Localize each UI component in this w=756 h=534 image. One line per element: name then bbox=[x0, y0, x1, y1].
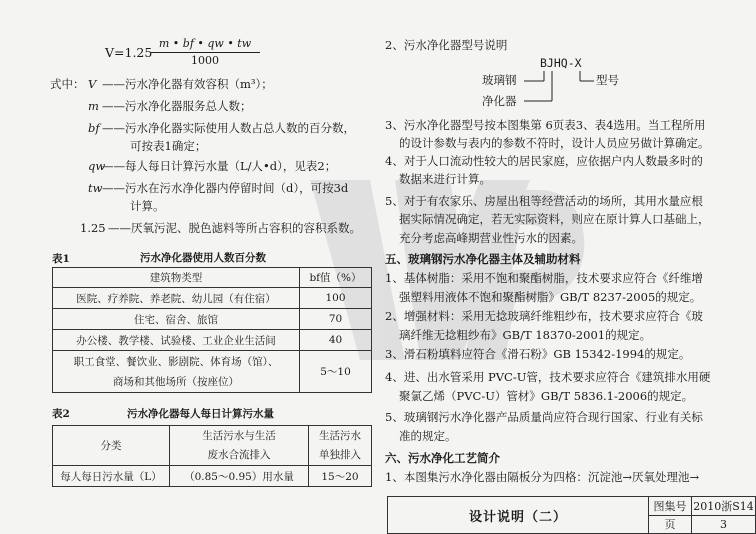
def-text: ——污水净化器服务总人数； bbox=[102, 99, 252, 113]
table2 bbox=[52, 425, 372, 487]
title-block bbox=[387, 496, 756, 534]
defs-intro: 式中： bbox=[50, 77, 85, 91]
paragraph-line: 4、对于人口流动性较大的居民家庭，应依据户内人数最多时的 bbox=[385, 154, 703, 168]
table-cell: 5～10 bbox=[300, 351, 372, 393]
def-text: 计算。 bbox=[130, 199, 165, 213]
atlas-number-value: 2010浙S14 bbox=[692, 497, 756, 516]
table1 bbox=[52, 267, 372, 393]
def-text: ——每人每日计算污水量（L/人•d），见表2； bbox=[102, 159, 337, 173]
def-text: ——厌氧污泥、脱色滤料等所占容积的容积系数。 bbox=[108, 221, 361, 235]
paragraph-line: 3、滑石粉填料应符合《滑石粉》GB 15342-1994的规定。 bbox=[385, 347, 691, 361]
table2-label: 表2 bbox=[52, 408, 70, 420]
paragraph-line: 据实际情况确定，若无实际资料，则应在原计算人口基础上， bbox=[399, 212, 710, 226]
table1-caption: 污水净化器使用人数百分数 bbox=[140, 252, 266, 264]
table1-label: 表1 bbox=[52, 253, 70, 265]
table-cell: 100 bbox=[300, 288, 372, 309]
def-symbol: m bbox=[88, 99, 99, 113]
def-symbol: tw bbox=[88, 181, 103, 195]
table-header-cell: bf值（%） bbox=[300, 268, 372, 288]
def-text: ——污水净化器实际使用人数占总人数的百分数， bbox=[102, 121, 355, 135]
table-header-cell: 建筑物类型 bbox=[53, 268, 300, 288]
paragraph-line: 3、污水净化器型号按本图集第 6页表3、表4选用。当工程所用 bbox=[385, 118, 706, 132]
section-heading: 五、玻璃钢污水净化器主体及辅助材料 bbox=[385, 252, 581, 266]
paragraph-line: 2、增强材料：采用无捻玻璃纤维粗纱布，技术要求应符合《玻 bbox=[385, 309, 703, 323]
header-line: 废水合流排入 bbox=[207, 448, 271, 461]
paragraph-line: 准的规定。 bbox=[399, 429, 457, 443]
header-line: 生活污水 bbox=[319, 429, 361, 442]
paragraph-line: 的设计参数与表内的参数不符时，设计人员应另做计算确定。 bbox=[399, 136, 710, 150]
formula-numerator: m • bf • qw • tw bbox=[158, 37, 252, 50]
formula-fraction bbox=[150, 37, 260, 67]
def-text: ——污水在污水净化器内停留时间（d），可按3d bbox=[102, 181, 349, 195]
table-header-cell: 分类 bbox=[53, 426, 170, 466]
def-text: 可按表1确定； bbox=[130, 139, 207, 153]
table-row bbox=[53, 466, 372, 487]
model-code: BJHQ-X bbox=[540, 56, 582, 70]
paragraph-line: 4、进、出水管采用 PVC-U管，技术要求应符合《建筑排水用硬 bbox=[385, 370, 711, 384]
formula-lhs: V=1.25 bbox=[105, 45, 153, 60]
paragraph-line: 璃纤维无捻粗纱布》GB/T 18370-2001的规定。 bbox=[399, 328, 652, 342]
def-symbol: 1.25 bbox=[80, 221, 106, 235]
table-cell: 每人每日污水量（L） bbox=[53, 466, 170, 487]
paragraph-line: 5、玻璃钢污水净化器产品质量尚应符合现行国家、行业有关标 bbox=[385, 410, 703, 424]
table-cell: 40 bbox=[300, 330, 372, 351]
table-cell: 70 bbox=[300, 309, 372, 330]
table-header-row bbox=[53, 426, 372, 466]
fraction-bar bbox=[150, 52, 260, 53]
table-row bbox=[53, 288, 372, 309]
table-cell: 住宅、宿舍、旅馆 bbox=[53, 309, 300, 330]
model-callout-lines bbox=[520, 69, 600, 109]
table-cell: 办公楼、教学楼、试验楼、工业企业生活间 bbox=[53, 330, 300, 351]
paragraph-line: 强塑料用液体不饱和聚酯树脂》GB/T 8237-2005的规定。 bbox=[399, 290, 702, 304]
table-cell: 职工食堂、餐饮业、影剧院、体育场（馆）、 bbox=[53, 351, 300, 372]
table-row bbox=[53, 309, 372, 330]
def-text: ——污水净化器有效容积（m³）； bbox=[102, 77, 273, 91]
paragraph-line: 5、对于有农家乐、房屋出租等经营活动的场所，其用水量应根 bbox=[385, 194, 703, 208]
header-line: 单独排入 bbox=[319, 448, 361, 461]
paragraph-line: 充分考虑高峰期营业性污水的因素。 bbox=[399, 231, 583, 245]
drawing-title: 设计说明（二） bbox=[388, 497, 649, 534]
model-label-product: 净化器 bbox=[482, 94, 517, 108]
formula-denominator: 1000 bbox=[191, 54, 219, 67]
table-cell: 医院、疗养院、养老院、幼儿园（有住宿） bbox=[53, 288, 300, 309]
table-cell: 商场和其他场所（按座位） bbox=[53, 372, 300, 393]
model-label-type: 型号 bbox=[596, 73, 619, 87]
page-label: 页 bbox=[649, 515, 692, 534]
def-symbol: qw bbox=[88, 159, 106, 173]
atlas-number-label: 图集号 bbox=[649, 497, 692, 516]
paragraph-line: 聚氯乙烯（PVC-U）管材》GB/T 5836.1-2006的规定。 bbox=[399, 389, 694, 403]
title-block-table bbox=[387, 496, 756, 534]
paragraph-line: 1、本图集污水净化器由隔板分为四格：沉淀池→厌氧处理池→ bbox=[385, 470, 700, 484]
page-number: 3 bbox=[692, 515, 756, 534]
model-label-material: 玻璃钢 bbox=[482, 73, 517, 87]
table-cell: （0.85～0.95）用水量 bbox=[170, 466, 309, 487]
def-symbol: bf bbox=[88, 121, 100, 135]
table-row bbox=[53, 351, 372, 372]
section-heading: 2、污水净化器型号说明 bbox=[385, 38, 508, 52]
header-line: 生活污水与生活 bbox=[202, 429, 276, 442]
def-symbol: V bbox=[88, 77, 97, 91]
paragraph-line: 数据来进行计算。 bbox=[399, 172, 491, 186]
table-header-row bbox=[53, 268, 372, 288]
table-header-cell bbox=[309, 426, 372, 466]
paragraph-line: 1、基体树脂：采用不饱和聚酯树脂，技术要求应符合《纤维增 bbox=[385, 271, 703, 285]
table2-caption: 污水净化器每人每日计算污水量 bbox=[127, 408, 274, 420]
table-cell: 15～20 bbox=[309, 466, 372, 487]
table-row bbox=[53, 330, 372, 351]
table-header-cell bbox=[170, 426, 309, 466]
section-heading: 六、污水净化工艺简介 bbox=[385, 451, 500, 465]
